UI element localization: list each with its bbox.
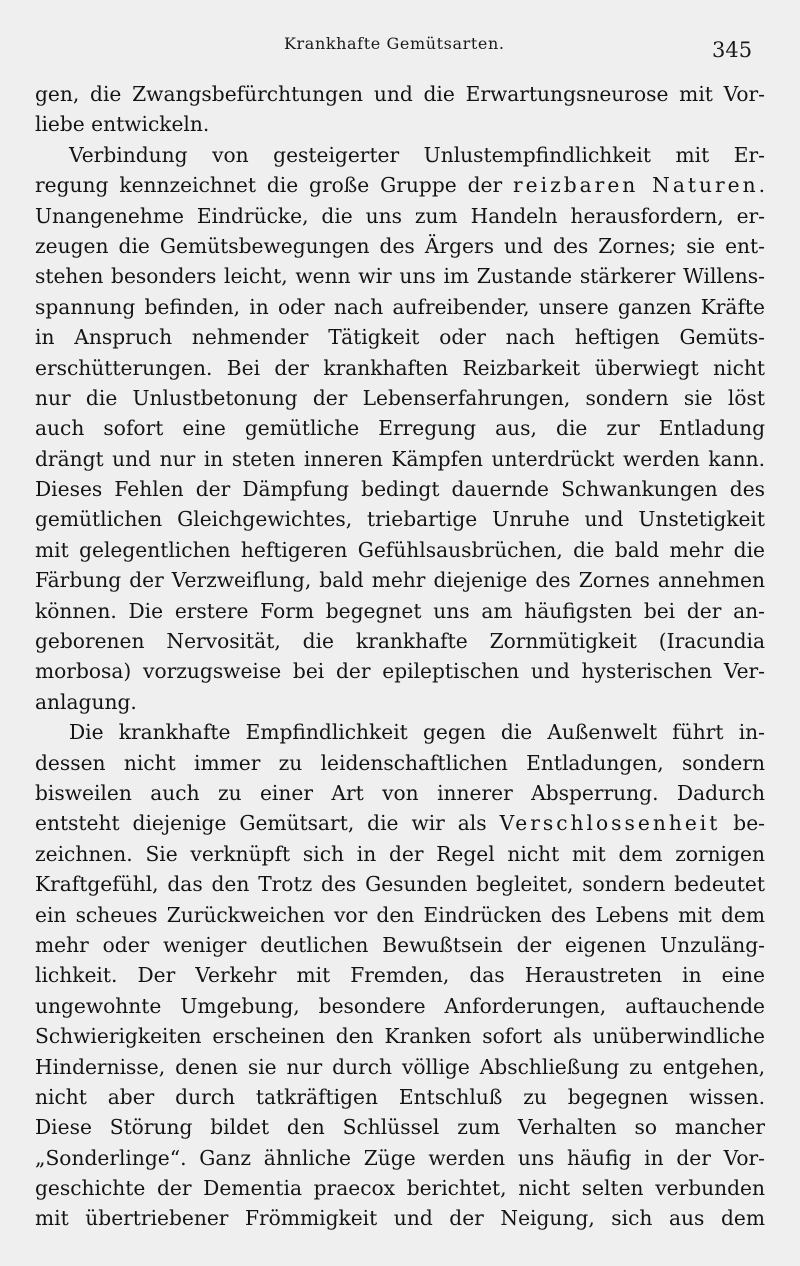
text-segment: nicht aber durch tatkräftigen Entschluß zu begegnen wissen. xyxy=(35,1084,765,1109)
spaced-emphasis: reizbaren Naturen xyxy=(513,173,759,198)
text-line xyxy=(35,808,765,838)
text-line xyxy=(35,413,765,443)
text-line xyxy=(35,201,765,231)
text-segment: regung kennzeichnet die große Gruppe der xyxy=(35,173,514,198)
text-segment: lichkeit. Der Verkehr mit Fremden, das Heraustreten in eine xyxy=(35,963,765,988)
text-segment: Schwierigkeiten erscheinen den Kranken sofort als unüberwindliche xyxy=(35,1024,765,1049)
text-line xyxy=(35,1082,765,1112)
text-segment: zeugen die Gemütsbewegungen des Ärgers und des Zornes; sie ent- xyxy=(35,233,765,258)
text-line xyxy=(35,322,765,352)
text-segment: Färbung der Verzweiflung, bald mehr diejenige des Zornes annehmen xyxy=(35,568,765,593)
text-segment: zeichnen. Sie verknüpft sich in der Regel nicht mit dem zornigen xyxy=(35,841,765,866)
text-segment: bisweilen auch zu einer Art von innerer Absperrung. Dadurch xyxy=(35,780,765,805)
text-line xyxy=(35,900,765,930)
text-line xyxy=(35,170,765,200)
text-line xyxy=(35,79,765,109)
running-head: Krankhafte Gemütsarten. xyxy=(284,34,505,53)
text-segment: dessen nicht immer zu leidenschaftlichen Entladungen, sondern xyxy=(35,750,765,775)
text-segment: Die krankhafte Empfindlichkeit gegen die Außenwelt führt in- xyxy=(69,720,765,745)
text-segment: geborenen Nervosität, die krankhafte Zornmütigkeit (Iracundia xyxy=(35,629,765,654)
text-line xyxy=(35,1052,765,1082)
text-segment: Diese Störung bildet den Schlüssel zum Verhalten so mancher xyxy=(35,1115,765,1140)
text-segment: geschichte der Dementia praecox berichtet, nicht selten verbunden xyxy=(35,1176,765,1201)
text-line xyxy=(35,444,765,474)
text-line xyxy=(35,1112,765,1142)
text-segment: mit übertriebener Frömmigkeit und der Neigung, sich aus dem xyxy=(35,1206,765,1231)
text-line xyxy=(35,474,765,504)
text-segment: Verbindung von gesteigerter Unlustempfindlichkeit mit Er- xyxy=(69,142,765,167)
text-segment: entsteht diejenige Gemütsart, die wir als xyxy=(35,811,500,836)
text-line xyxy=(35,383,765,413)
text-line xyxy=(35,353,765,383)
text-line xyxy=(35,565,765,595)
text-line xyxy=(35,535,765,565)
text-segment: . xyxy=(758,173,765,198)
text-line xyxy=(35,930,765,960)
text-line xyxy=(35,1173,765,1203)
text-segment: Kraftgefühl, das den Trotz des Gesunden begleitet, sondern bedeutet xyxy=(35,872,765,897)
text-segment: Dieses Fehlen der Dämpfung bedingt dauernde Schwankungen des xyxy=(35,477,765,502)
text-segment: „Sonderlinge“. Ganz ähnliche Züge werden uns häufig in der Vor- xyxy=(35,1145,765,1170)
text-segment: be- xyxy=(720,811,765,836)
text-line xyxy=(35,687,765,717)
text-line xyxy=(35,1143,765,1173)
text-segment: spannung befinden, in oder nach aufreibender, unsere ganzen Kräfte xyxy=(35,294,765,319)
text-line xyxy=(35,109,765,139)
text-segment: in Anspruch nehmender Tätigkeit oder nach heftigen Gemüts- xyxy=(35,325,765,350)
text-segment: mehr oder weniger deutlichen Bewußtsein der eigenen Unzuläng- xyxy=(35,932,765,957)
text-line xyxy=(35,960,765,990)
text-segment: drängt und nur in steten inneren Kämpfen unterdrückt werden kann. xyxy=(35,446,765,471)
text-segment: liebe entwickeln. xyxy=(35,112,210,137)
text-segment: auch sofort eine gemütliche Erregung aus, die zur Entladung xyxy=(35,416,765,441)
text-segment: stehen besonders leicht, wenn wir uns im Zustande stärkerer Willens- xyxy=(35,264,765,289)
text-line xyxy=(35,140,765,170)
text-segment: erschütterungen. Bei der krankhaften Reizbarkeit überwiegt nicht xyxy=(35,355,765,380)
text-segment: ein scheues Zurückweichen vor den Eindrücken des Lebens mit dem xyxy=(35,902,765,927)
text-line xyxy=(35,626,765,656)
text-segment: ungewohnte Umgebung, besondere Anforderungen, auftauchende xyxy=(35,993,765,1018)
text-line xyxy=(35,717,765,747)
text-line xyxy=(35,839,765,869)
text-segment: gemütlichen Gleichgewichtes, triebartige Unruhe und Unstetigkeit xyxy=(35,507,765,532)
text-segment: Hindernisse, denen sie nur durch völlige Abschließung zu entgehen, xyxy=(35,1054,765,1079)
text-line xyxy=(35,231,765,261)
text-line xyxy=(35,292,765,322)
text-line xyxy=(35,778,765,808)
page-header xyxy=(0,34,800,64)
text-line xyxy=(35,596,765,626)
text-line xyxy=(35,656,765,686)
text-segment: Unangenehme Eindrücke, die uns zum Handeln herausfordern, er- xyxy=(35,203,765,228)
text-segment: gen, die Zwangsbefürchtungen und die Erwartungsneurose mit Vor- xyxy=(35,82,765,106)
text-line xyxy=(35,261,765,291)
text-segment: morbosa) vorzugsweise bei der epileptischen und hysterischen Ver- xyxy=(35,659,765,684)
text-segment: nur die Unlustbetonung der Lebenserfahrungen, sondern sie löst xyxy=(35,385,765,410)
body-text xyxy=(35,79,765,1234)
page-number: 345 xyxy=(712,38,753,62)
text-line xyxy=(35,869,765,899)
text-line xyxy=(35,748,765,778)
text-line xyxy=(35,504,765,534)
text-line xyxy=(35,1021,765,1051)
text-segment: können. Die erstere Form begegnet uns am häufigsten bei der an- xyxy=(35,598,765,623)
text-segment: mit gelegentlichen heftigeren Gefühlsausbrüchen, die bald mehr die xyxy=(35,537,765,562)
spaced-emphasis: Verschlossenheit xyxy=(499,811,721,836)
text-line xyxy=(35,991,765,1021)
text-segment: anlagung. xyxy=(35,689,137,714)
text-line xyxy=(35,1203,765,1233)
